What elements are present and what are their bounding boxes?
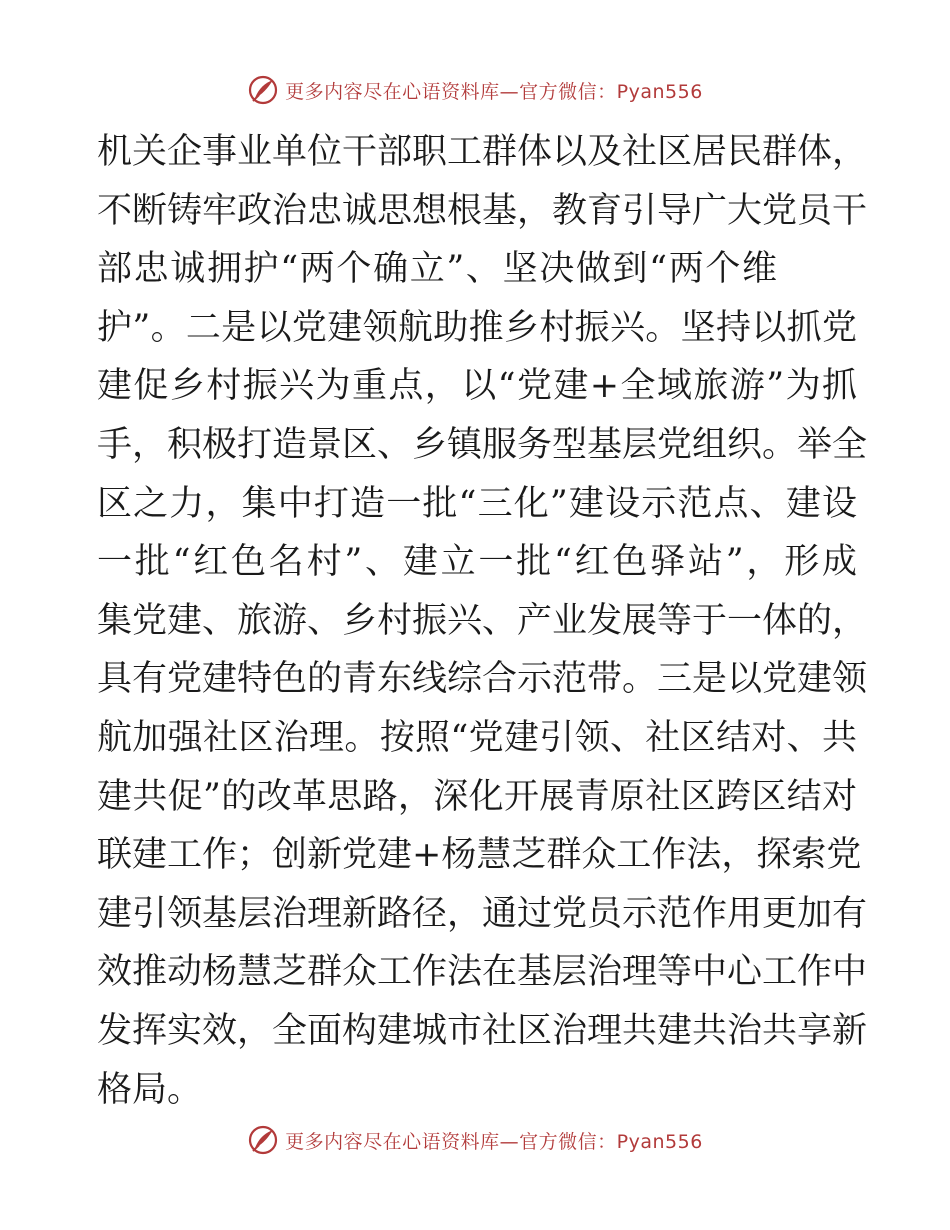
text-line: 一批“红色名村”、建立一批“红色驿站”，形成 <box>97 542 857 583</box>
text-line: 具有党建特色的青东线综合示范带。三是以党建领 <box>97 659 868 700</box>
text-line: 机关企事业单位干部职工群体以及社区居民群体， <box>97 132 868 172</box>
feather-logo-icon <box>247 74 279 106</box>
text-line: 格局。 <box>97 1069 203 1110</box>
text-line: 联建工作；创新党建+杨慧芝群众工作法，探索党 <box>97 835 862 876</box>
header-watermark <box>0 70 950 110</box>
watermark-text: 更多内容尽在心语资料库—官方微信：Pyan556 <box>285 80 703 103</box>
feather-logo-icon <box>247 1124 279 1156</box>
text-line: 发挥实效，全面构建城市社区治理共建共治共享新 <box>97 1010 868 1051</box>
text-line: 手，积极打造景区、乡镇服务型基层党组织。举全 <box>97 424 868 465</box>
footer-watermark <box>0 1120 950 1160</box>
text-line: 区之力，集中打造一批“三化”建设示范点、建设 <box>97 483 857 524</box>
text-line: 建引领基层治理新路径，通过党员示范作用更加有 <box>97 893 868 934</box>
document-body <box>97 123 868 1119</box>
text-line: 航加强社区治理。按照“党建引领、社区结对、共 <box>97 717 857 758</box>
text-line: 建促乡村振兴为重点，以“党建+全域旅游”为抓 <box>97 366 857 407</box>
watermark-text: 更多内容尽在心语资料库—官方微信：Pyan556 <box>285 1130 703 1153</box>
text-line: 不断铸牢政治忠诚思想根基，教育引导广大党员干 <box>97 190 868 231</box>
text-line: 部忠诚拥护“两个确立”、坚决做到“两个维 <box>97 249 777 290</box>
text-line: 建共促”的改革思路，深化开展青原社区跨区结对 <box>97 776 857 817</box>
text-line: 集党建、旅游、乡村振兴、产业发展等于一体的， <box>97 600 868 641</box>
text-line: 效推动杨慧芝群众工作法在基层治理等中心工作中 <box>97 952 868 993</box>
text-line: 护”。二是以党建领航助推乡村振兴。坚持以抓党 <box>97 307 857 348</box>
